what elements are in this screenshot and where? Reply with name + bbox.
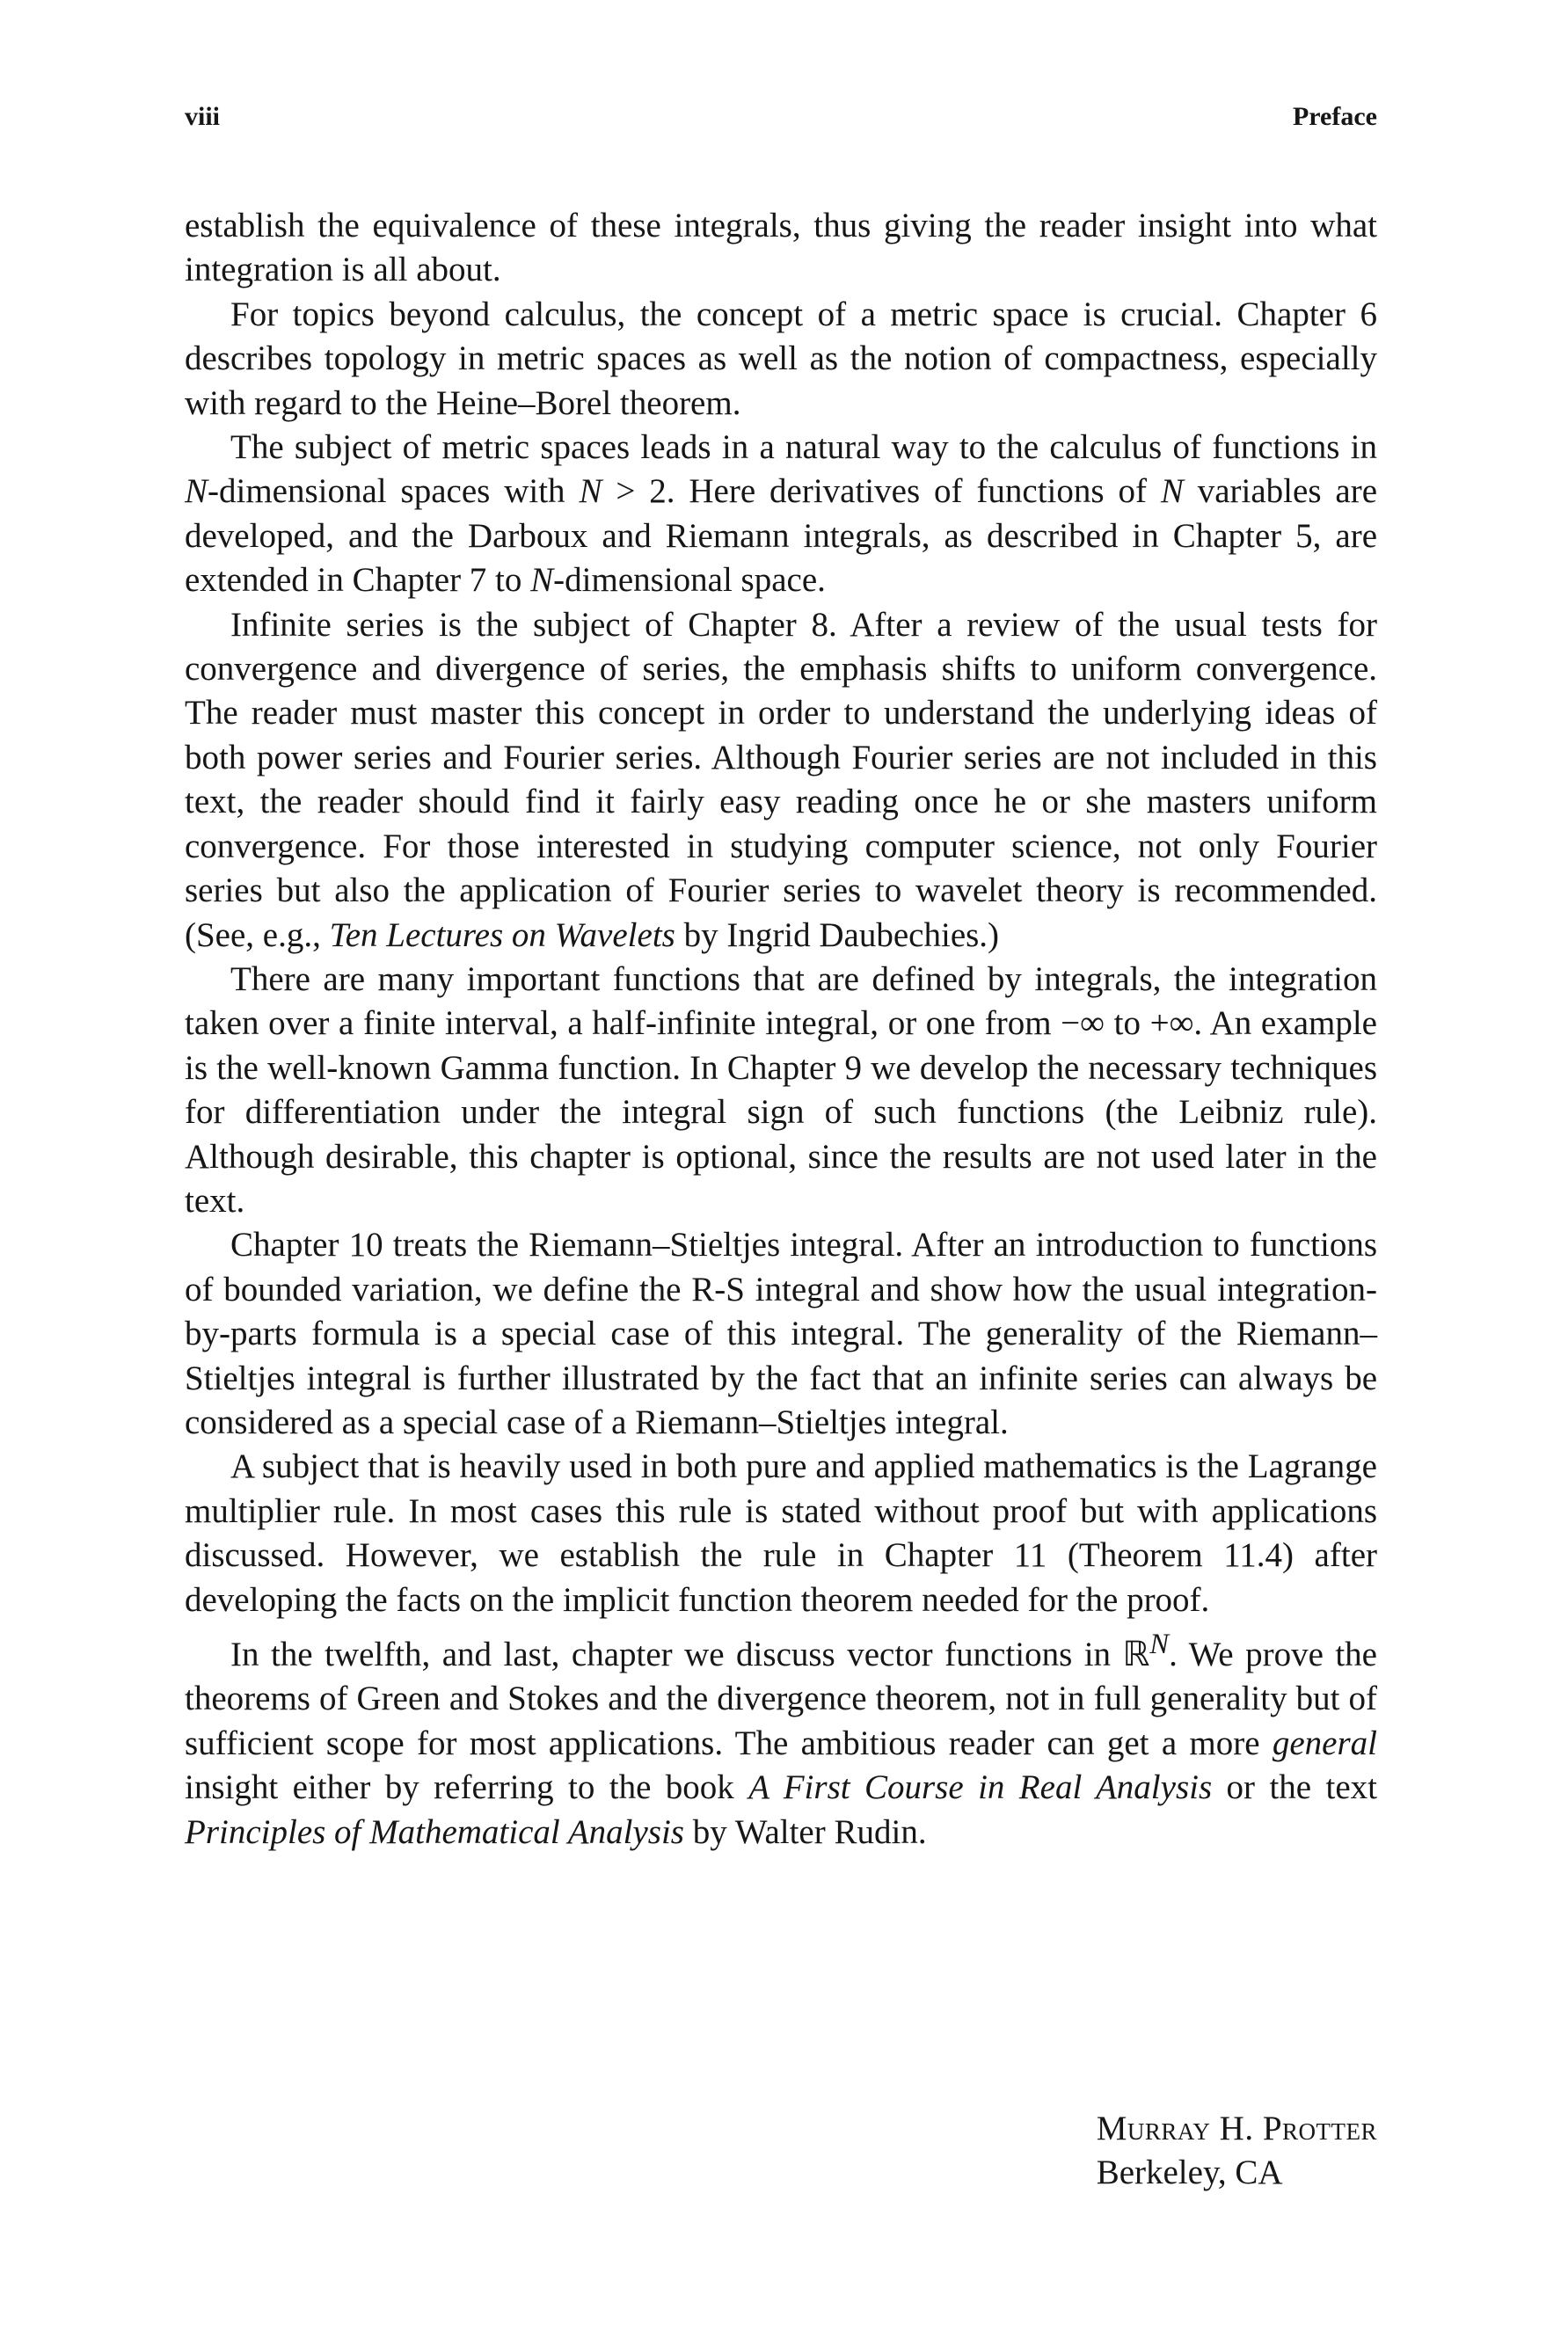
text-run: . We prove the theorems of Green and Stokes and the divergence theorem, not in full generality but of sufficient scope for most applications. The ambitious reader can get a more: [185, 1636, 1377, 1762]
emphasis: general: [1272, 1724, 1377, 1762]
running-head: [185, 102, 1377, 137]
math-variable: N: [530, 561, 554, 600]
text-run: > 2. Here derivatives of functions of: [602, 472, 1161, 511]
author-location: Berkeley, CA: [1096, 2154, 1283, 2191]
author-name: Murray H. Protter: [1096, 2110, 1377, 2147]
text-run: or the text: [1212, 1768, 1377, 1807]
text-run: insight either by referring to the book: [185, 1768, 749, 1807]
book-title: Principles of Mathematical Analysis: [185, 1812, 684, 1851]
paragraph-5: There are many important functions that are defined by integrals, the integration taken over a finite interval, a half-infinite integral, or one from −∞ to +∞. An example is the well-known Gamma function. In Chapter 9 we develop the necessary techniques for differentiation under the integral sign of such functions (the Leibniz rule). Although desirable, this chapter is optional, since the results are not used later in the text.: [185, 959, 1377, 1220]
text-run: by Walter Rudin.: [683, 1812, 927, 1851]
text-run: In the twelfth, and last, chapter we discuss vector functions in: [230, 1636, 1123, 1673]
math-variable: N: [1160, 472, 1184, 511]
section-title: Preface: [1292, 102, 1377, 131]
math-variable: N: [579, 472, 602, 511]
text-run: Infinite series is the subject of Chapter 8. After a review of the usual tests for convergence and divergence of series, the emphasis shifts to uniform convergence. The reader must master this concept in order to understand the underlying ideas of both power series and Fourier series. Although Fourier series are not included in this text, the reader should find it fairly easy reading once he or she masters uniform convergence. For those interested in studying computer science, not only Fourier series but also the application of Fourier series to wavelet theory is recommended. (See, e.g.,: [185, 605, 1377, 954]
paragraph-3: [185, 426, 1377, 603]
text-run: The subject of metric spaces leads in a natural way to the calculus of functions in: [230, 428, 1377, 467]
book-title: A First Course in Real Analysis: [748, 1768, 1213, 1807]
paragraph-4: [185, 603, 1377, 958]
paragraph-2: For topics beyond calculus, the concept of a metric space is crucial. Chapter 6 describes topology in metric spaces as well as the notion of compactness, especially with regard to the Heine–Borel theorem.: [185, 295, 1377, 422]
book-title: Ten Lectures on Wavelets: [329, 915, 675, 954]
math-variable: N: [1149, 1629, 1170, 1660]
paragraph-6: Chapter 10 treats the Riemann–Stieltjes integral. After an introduction to functions of bounded variation, we define the R-S integral and show how the usual integration-by-parts formula is a special case of this integral. The generality of the Riemann–Stieltjes integral is further illustrated by the fact that an infinite series can always be considered as a special case of a Riemann–Stieltjes integral.: [185, 1226, 1377, 1441]
preface-body: [185, 204, 1377, 1855]
text-run: by Ingrid Daubechies.): [675, 915, 1000, 954]
paragraph-1: establish the equivalence of these integrals, thus giving the reader insight into what integration is all about.: [185, 207, 1377, 289]
text-run: variables are developed, and the Darboux and Riemann integrals, as described in Chapter 5, are extended in Chapter 7 to: [185, 472, 1377, 600]
text-run: -dimensional spaces with: [208, 472, 580, 511]
real-numbers-symbol: ℝ: [1122, 1636, 1150, 1673]
author-signature: [1097, 2107, 1377, 2195]
paragraph-8: [185, 1622, 1377, 1855]
page-number: viii: [185, 102, 221, 131]
text-run: -dimensional space.: [553, 561, 826, 600]
math-variable: N: [185, 472, 208, 511]
exponent: [1149, 1629, 1169, 1660]
paragraph-7: A subject that is heavily used in both pure and applied mathematics is the Lagrange multiplier rule. In most cases this rule is stated without proof but with applications discussed. However, we establish the rule in Chapter 11 (Theorem 11.4) after developing the facts on the implicit function theorem needed for the proof.: [185, 1447, 1377, 1619]
